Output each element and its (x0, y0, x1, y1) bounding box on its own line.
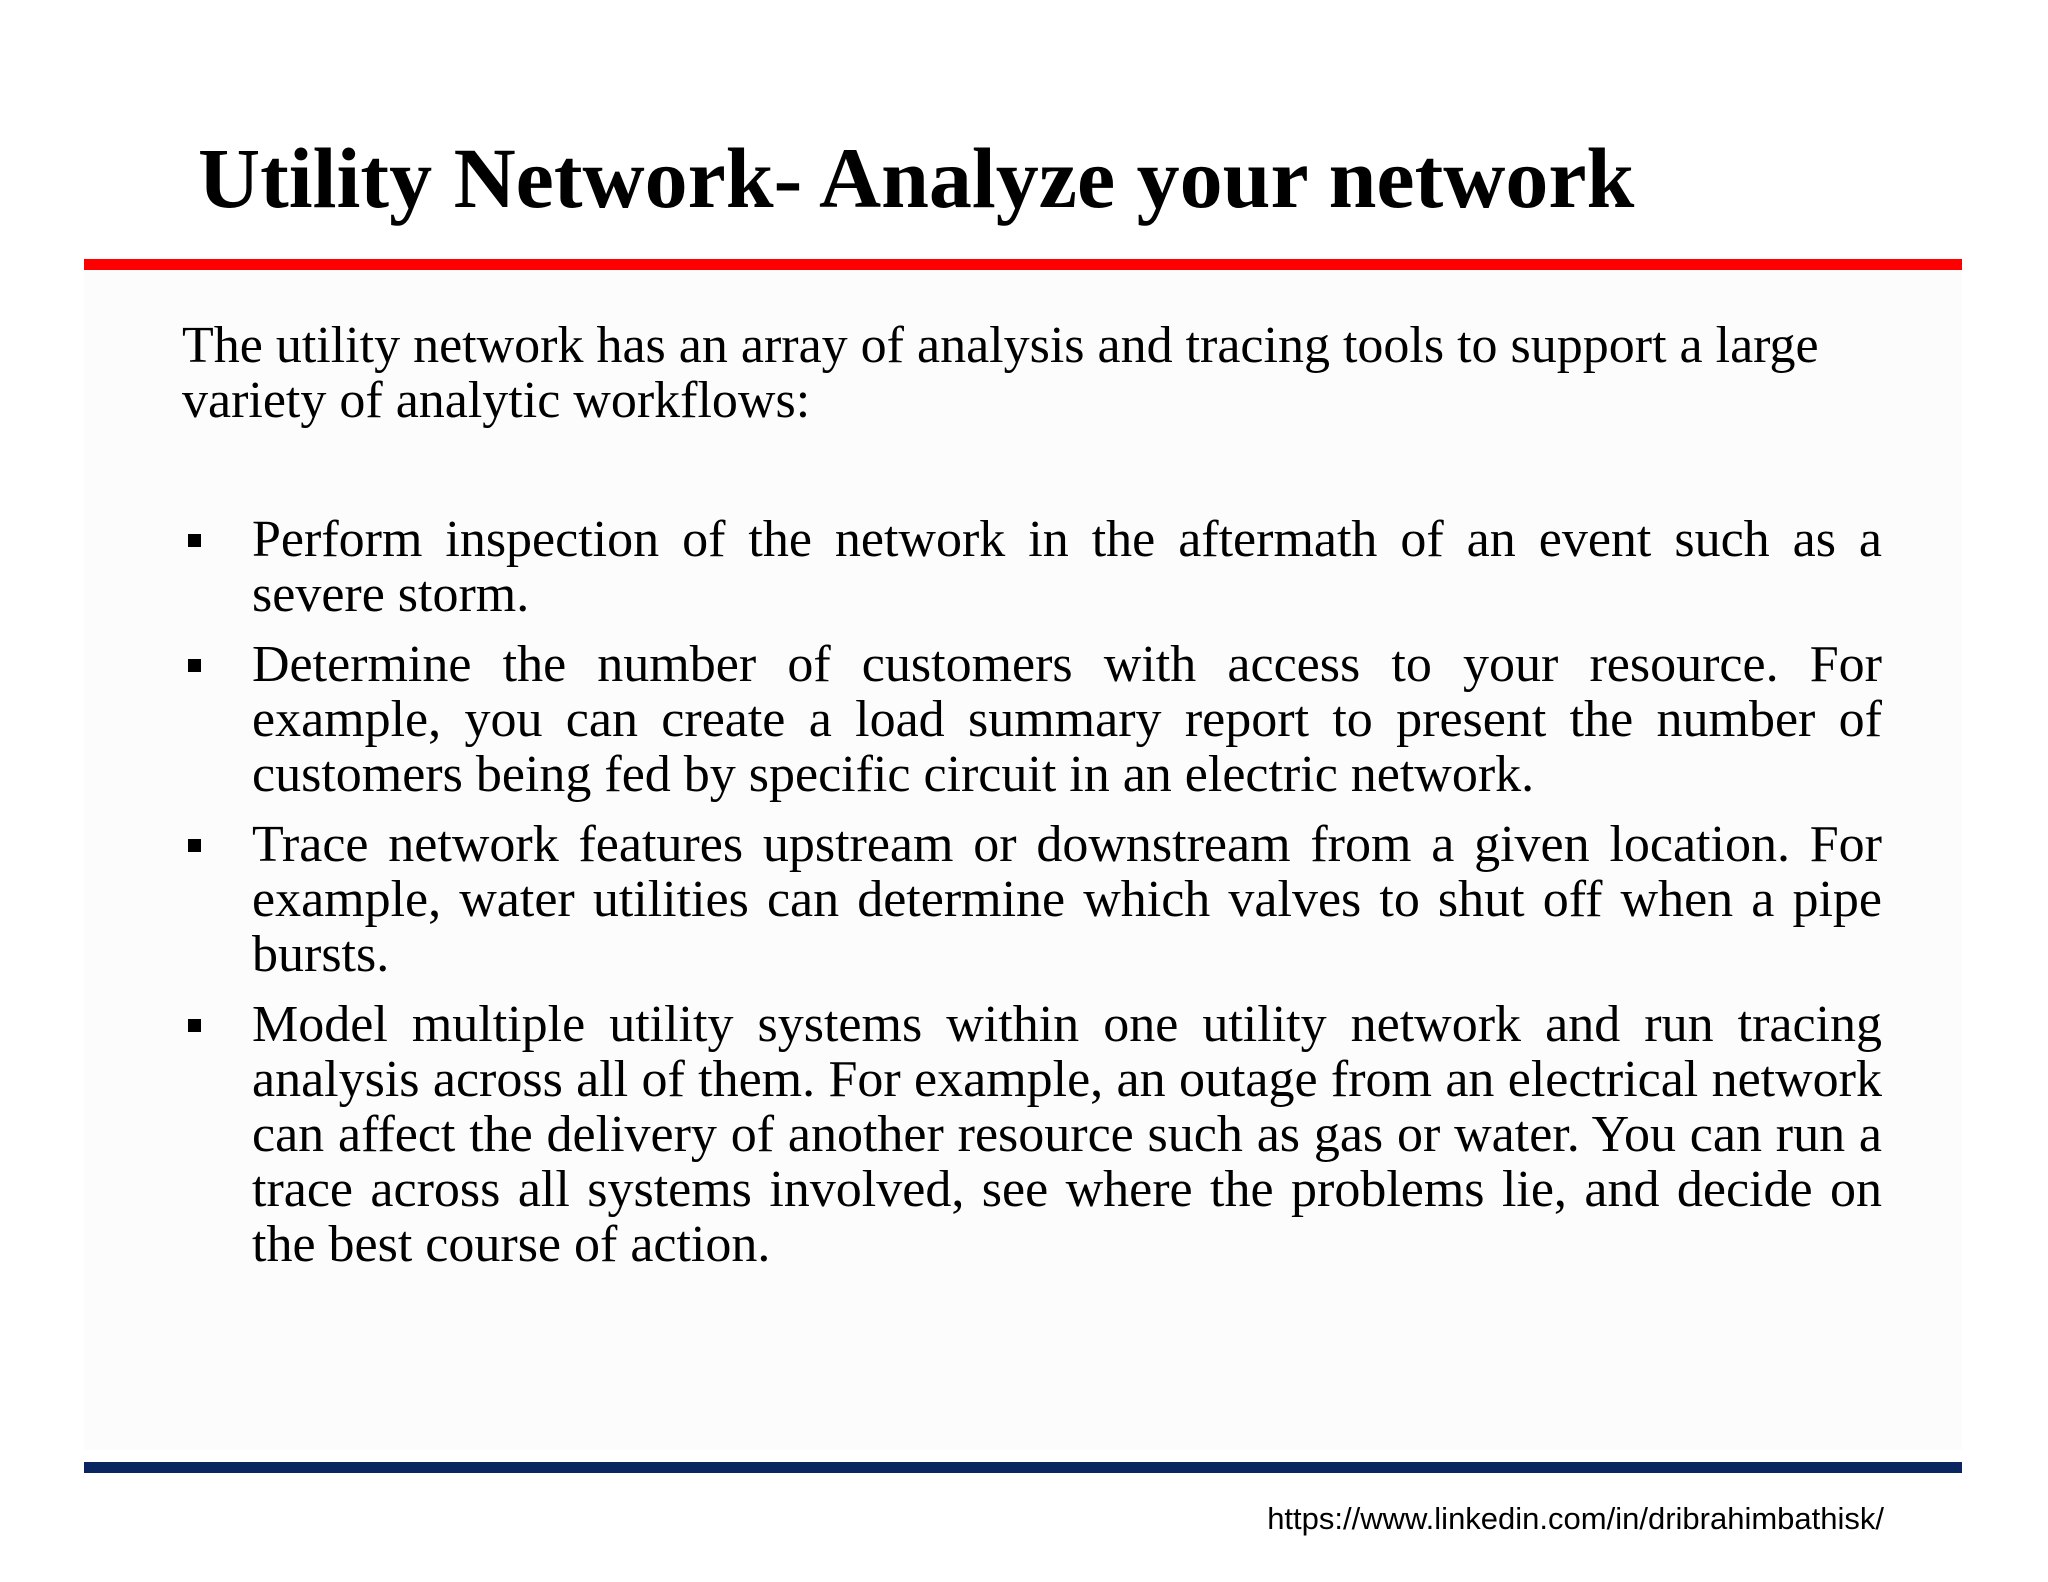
bullet-text: Determine the number of customers with access to your resource. For example, you can create a load summary report to present the number of customers being fed by specific circuit in an electric network. (252, 636, 1882, 803)
footer-divider-navy (84, 1462, 1962, 1473)
bullet-text: Trace network features upstream or downstream from a given location. For example, water utilities can determine which valves to shut off when a pipe bursts. (252, 816, 1882, 983)
bullet-text: Perform inspection of the network in the aftermath of an event such as a severe storm. (252, 511, 1882, 623)
bullet-text: Model multiple utility systems within one utility network and run tracing analysis across all of them. For example, an outage from an electrical network can affect the delivery of another resource such as gas or water. You can run a trace across all systems involved, see where the problems lie, and decide on the best course of action. (252, 996, 1882, 1273)
bullet-item (182, 997, 1882, 1272)
intro-paragraph: The utility network has an array of analysis and tracing tools to support a large variety of analytic workflows: (182, 317, 1819, 429)
bullet-item (182, 512, 1882, 622)
bullet-list (182, 512, 1882, 1287)
footer-linkedin-url[interactable]: https://www.linkedin.com/in/dribrahimbathisk/ (1267, 1501, 1884, 1536)
square-bullet-icon (188, 839, 201, 852)
square-bullet-icon (188, 1019, 201, 1032)
square-bullet-icon (188, 534, 201, 547)
title-divider-red (84, 259, 1962, 270)
square-bullet-icon (188, 659, 201, 672)
slide-title: Utility Network- Analyze your network (198, 130, 1635, 226)
bullet-item (182, 637, 1882, 802)
bullet-item (182, 817, 1882, 982)
